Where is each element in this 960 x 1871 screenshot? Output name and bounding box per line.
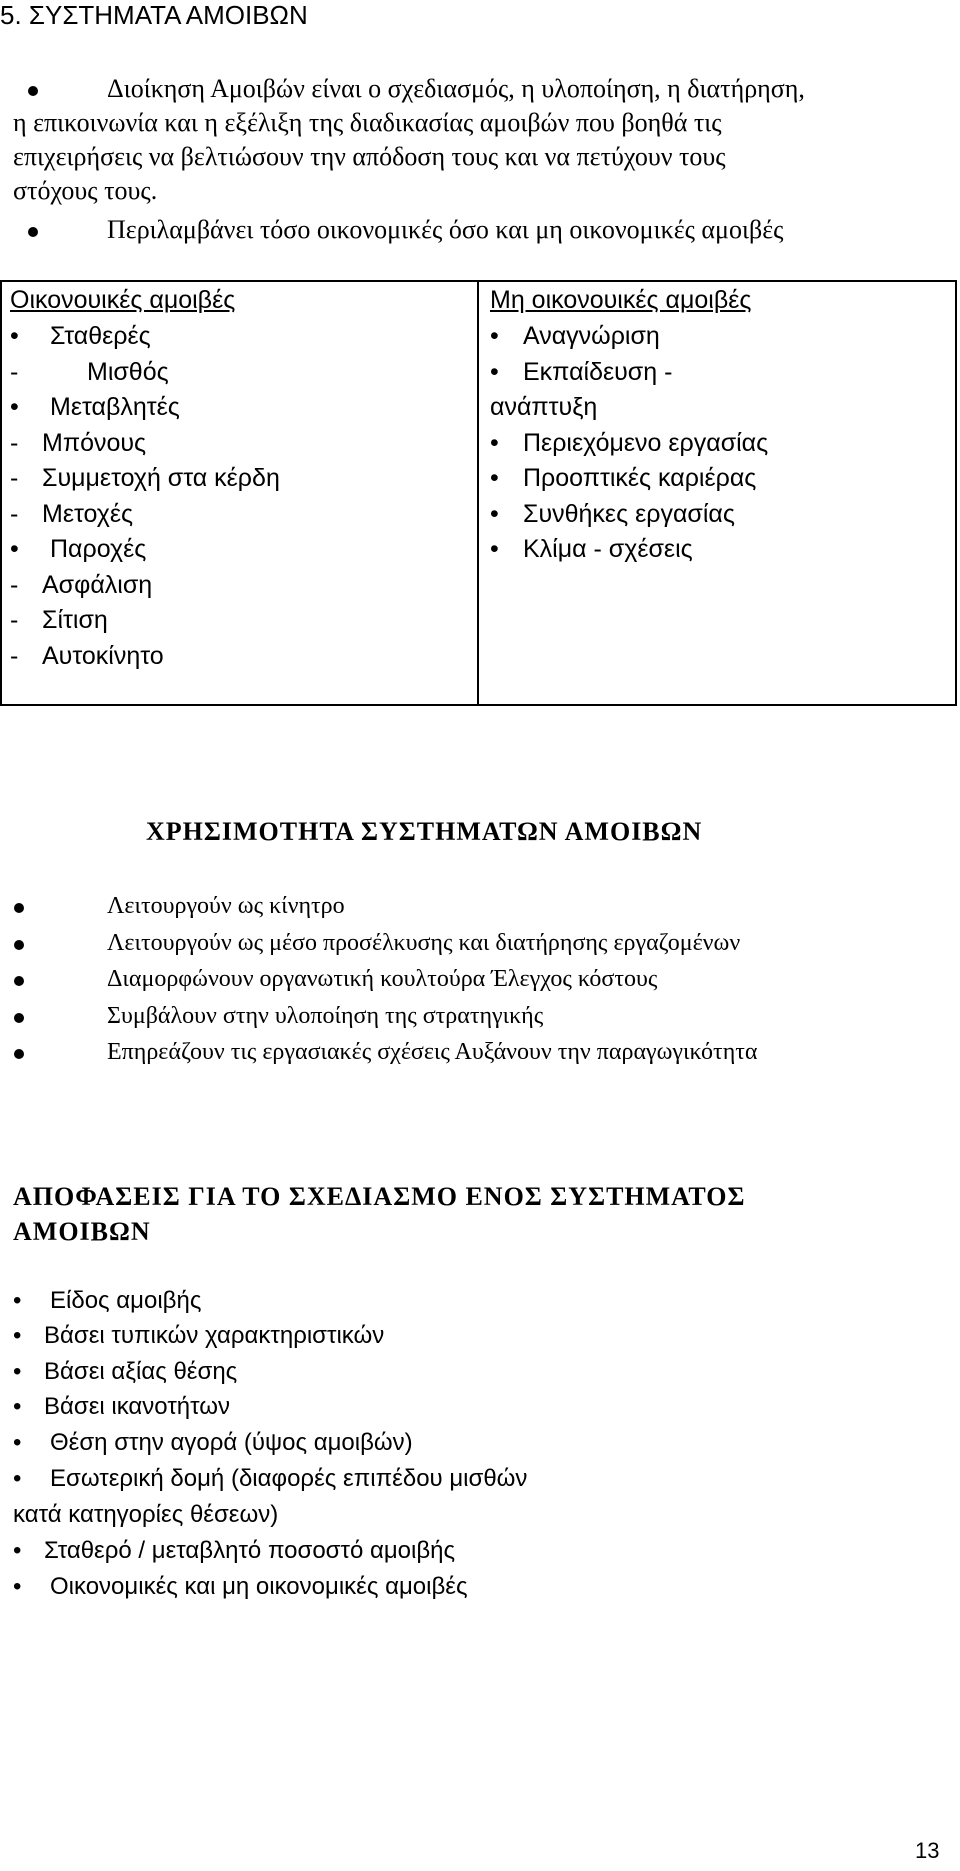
bullet-icon: • bbox=[10, 535, 19, 563]
page-title: 5. ΣΥΣΤΗΜΑΤΑ ΑΜΟΙΒΩΝ bbox=[0, 0, 308, 30]
list-item: Σταθερό / μεταβλητό ποσοστό αμοιβής bbox=[44, 1537, 456, 1564]
list-item: Είδος αμοιβής bbox=[50, 1287, 202, 1314]
bullet-icon bbox=[14, 1013, 24, 1023]
list-item: Οικονομικές και μη οικονομικές αμοιβές bbox=[50, 1573, 468, 1600]
bullet-icon bbox=[14, 903, 24, 913]
list-item: Περιεχόμενο εργασίας bbox=[523, 428, 769, 457]
list-item: Επηρεάζουν τις εργασιακές σχέσεις Αυξάνουν την παραγωγικότητα bbox=[107, 1039, 758, 1065]
dash-marker: - bbox=[10, 641, 19, 670]
intro-paragraph-line-4: στόχους τους. bbox=[13, 176, 158, 205]
list-item: Συμμετοχή στα κέρδη bbox=[42, 464, 280, 492]
list-item: Σίτιση bbox=[42, 606, 108, 634]
list-item: Ασφάλιση bbox=[42, 570, 153, 599]
list-item: Εκπαίδευση - bbox=[523, 357, 673, 386]
bullet-icon: • bbox=[13, 1429, 22, 1456]
dash-marker: - bbox=[10, 464, 19, 492]
financial-rewards-header: Οικονουικές αμοιβές bbox=[10, 286, 236, 314]
dash-marker: - bbox=[10, 357, 19, 386]
list-item: Αναγνώριση bbox=[523, 322, 660, 350]
list-item: Συνθήκες εργασίας bbox=[523, 499, 735, 528]
bullet-icon bbox=[28, 227, 38, 237]
page-number: 13 bbox=[915, 1838, 940, 1863]
bullet-icon: • bbox=[13, 1393, 22, 1420]
bullet-icon: • bbox=[490, 428, 499, 457]
intro-paragraph-line-1: Διοίκηση Αμοιβών είναι ο σχεδιασμός, η υλοποίηση, η διατήρηση, bbox=[107, 74, 805, 103]
bullet-icon: • bbox=[490, 535, 499, 563]
list-item: ανάπτυξη bbox=[490, 393, 598, 421]
intro-paragraph-2: Περιλαμβάνει τόσο οικονομικές όσο και μη οικονομικές αμοιβές bbox=[107, 215, 784, 244]
list-item: Θέση στην αγορά (ύψος αμοιβών) bbox=[50, 1429, 413, 1456]
list-item: Αυτοκίνητο bbox=[42, 641, 164, 670]
bullet-icon: • bbox=[490, 499, 499, 528]
dash-marker: - bbox=[10, 428, 19, 457]
table-divider bbox=[477, 280, 479, 706]
bullet-icon: • bbox=[13, 1322, 22, 1349]
intro-paragraph-line-2: η επικοινωνία και η εξέλιξη της διαδικασίας αμοιβών που βοηθά τις bbox=[13, 108, 722, 137]
bullet-icon bbox=[14, 1049, 24, 1059]
bullet-icon: • bbox=[10, 322, 19, 350]
list-item: Προοπτικές καριέρας bbox=[523, 464, 757, 492]
dash-marker: - bbox=[10, 606, 19, 634]
list-item: Βάσει αξίας θέσης bbox=[44, 1358, 238, 1385]
bullet-icon bbox=[14, 940, 24, 950]
decisions-heading-line-2: ΑΜΟΙΒΩΝ bbox=[13, 1217, 151, 1246]
bullet-icon: • bbox=[490, 322, 499, 350]
list-item: Κλίμα - σχέσεις bbox=[523, 535, 693, 563]
dash-marker: - bbox=[10, 499, 19, 528]
bullet-icon: • bbox=[13, 1537, 22, 1564]
list-item: Σταθερές bbox=[50, 322, 151, 350]
list-item: Λειτουργούν ως κίνητρο bbox=[107, 893, 345, 919]
bullet-icon: • bbox=[10, 393, 19, 421]
list-item: Συμβάλουν στην υλοποίηση της στρατηγικής bbox=[107, 1002, 544, 1029]
list-item: Μεταβλητές bbox=[50, 393, 180, 421]
list-item: Λειτουργούν ως μέσο προσέλκυσης και διατήρησης εργαζομένων bbox=[107, 929, 741, 956]
usefulness-heading: ΧΡΗΣΙΜΟΤΗΤΑ ΣΥΣΤΗΜΑΤΩΝ ΑΜΟΙΒΩΝ bbox=[146, 817, 703, 846]
bullet-icon: • bbox=[13, 1465, 22, 1492]
list-item: Βάσει τυπικών χαρακτηριστικών bbox=[44, 1322, 385, 1349]
bullet-icon: • bbox=[490, 464, 499, 492]
bullet-icon bbox=[28, 86, 38, 96]
list-item-continuation: κατά κατηγορίες θέσεων) bbox=[13, 1501, 279, 1528]
bullet-icon: • bbox=[13, 1573, 22, 1600]
decisions-heading-line-1: ΑΠΟΦΑΣΕΙΣ ΓΙΑ ΤΟ ΣΧΕΔΙΑΣΜΟ ΕΝΟΣ ΣΥΣΤΗΜΑΤΟΣ bbox=[13, 1182, 746, 1211]
dash-marker: - bbox=[10, 570, 19, 599]
list-item: Μπόνους bbox=[42, 428, 147, 457]
bullet-icon: • bbox=[13, 1287, 22, 1314]
list-item: Διαμορφώνουν οργανωτική κουλτούρα Έλεγχος κόστους bbox=[107, 966, 658, 992]
list-item: Εσωτερική δομή (διαφορές επιπέδου μισθών bbox=[50, 1465, 528, 1492]
non-financial-rewards-header: Μη οικονουικές αμοιβές bbox=[490, 286, 752, 314]
list-item: Παροχές bbox=[50, 535, 147, 563]
list-item: Μετοχές bbox=[42, 499, 134, 528]
list-item: Μισθός bbox=[87, 357, 169, 386]
intro-paragraph-line-3: επιχειρήσεις να βελτιώσουν την απόδοση τους και να πετύχουν τους bbox=[13, 142, 726, 171]
list-item: Βάσει ικανοτήτων bbox=[44, 1393, 231, 1420]
bullet-icon bbox=[14, 976, 24, 986]
bullet-icon: • bbox=[490, 357, 499, 386]
bullet-icon: • bbox=[13, 1358, 22, 1385]
